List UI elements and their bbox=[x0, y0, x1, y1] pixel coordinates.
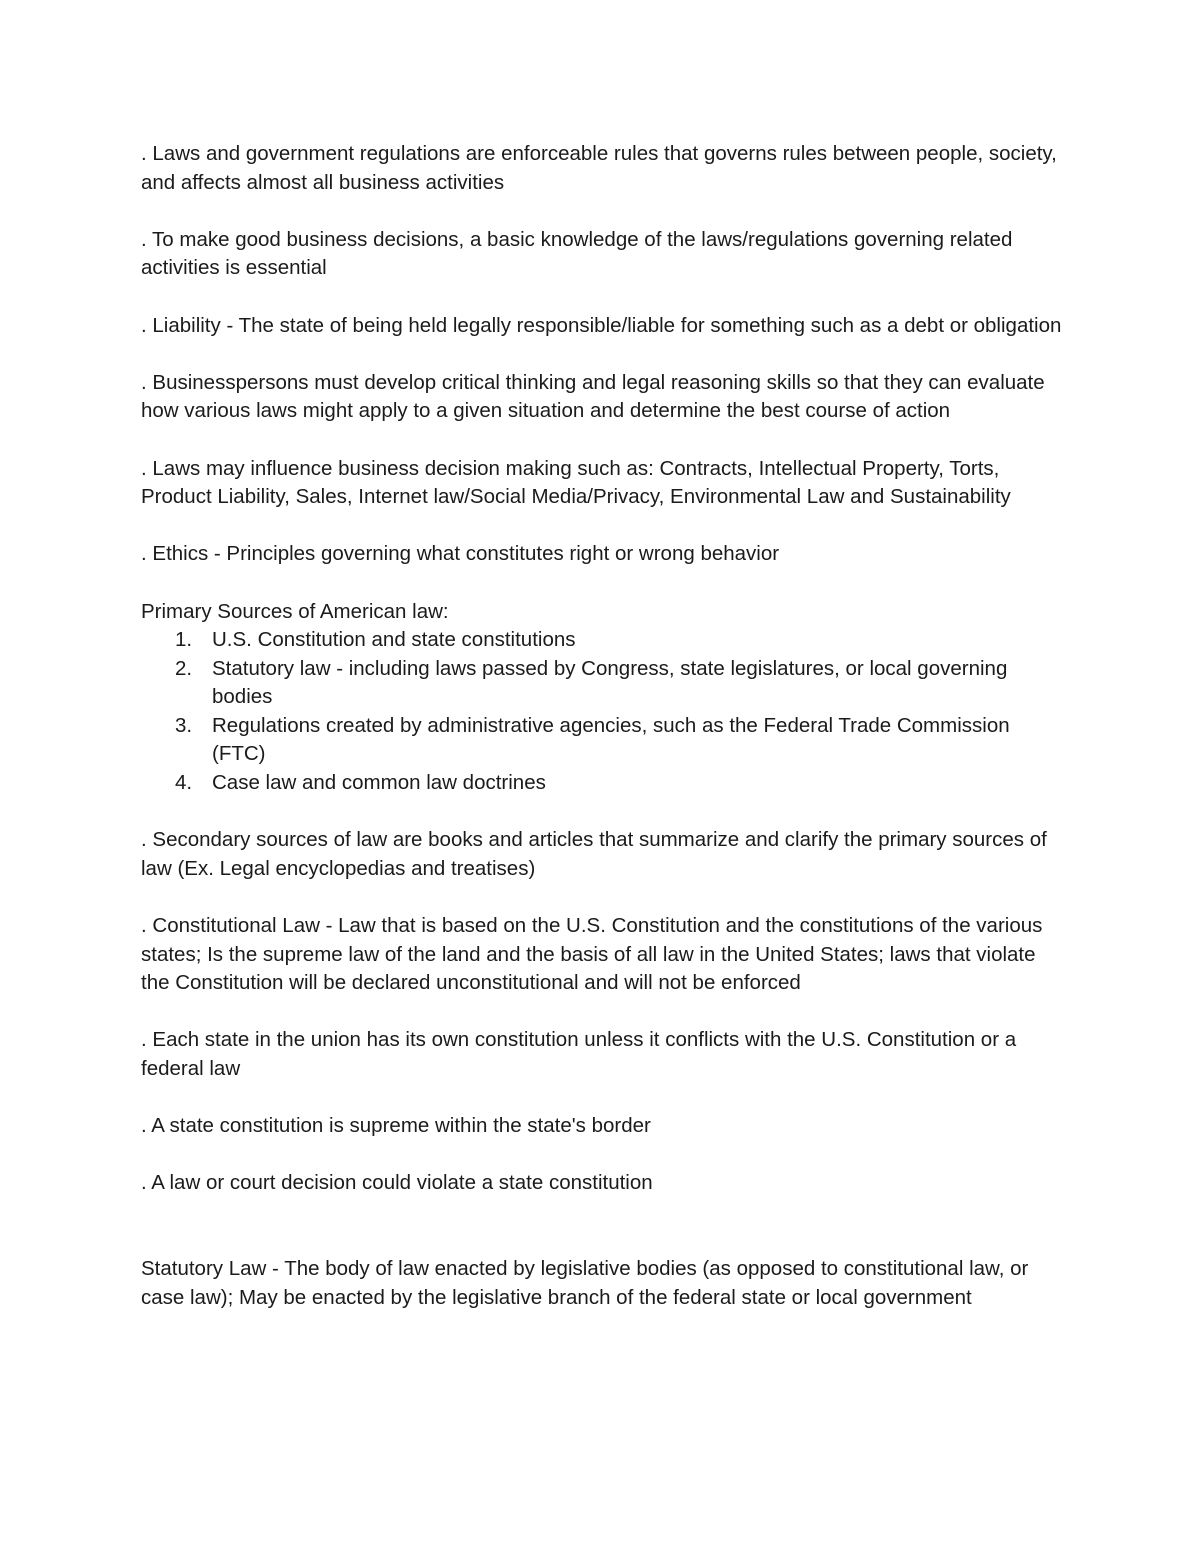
paragraph-critical-thinking: . Businesspersons must develop critical thinking and legal reasoning skills so that they can evaluate how various laws might apply to a given situation and determine the best course of action bbox=[141, 370, 1045, 423]
list-item-text: Case law and common law doctrines bbox=[212, 771, 546, 795]
paragraph-state-constitution: . Each state in the union has its own constitution unless it conflicts with the U.S. Constitution or a federal law bbox=[141, 1028, 1017, 1080]
paragraph-statutory-law: Statutory Law - The body of law enacted by legislative bodies (as opposed to constitutional law, or case law); May be enacted by the legislative branch of the federal state or local government bbox=[141, 1257, 1029, 1309]
paragraph-court-decision: . A law or court decision could violate a state constitution bbox=[141, 1171, 653, 1195]
list-item-text: U.S. Constitution and state constitutions bbox=[212, 628, 576, 652]
list-item-number: 3. bbox=[175, 713, 193, 737]
primary-sources-list bbox=[141, 626, 1066, 798]
paragraph-secondary-sources: . Secondary sources of law are books and articles that summarize and clarify the primary sources of law (Ex. Legal encyclopedias and treatises) bbox=[141, 828, 1047, 880]
paragraph-laws-and-regulations: . Laws and government regulations are enforceable rules that governs rules between people, society, and affects almost all business activities bbox=[141, 142, 1057, 194]
paragraph-constitutional-law: . Constitutional Law - Law that is based on the U.S. Constitution and the constitutions of the various states; Is the supreme law of the land and the basis of all law in the United States; laws that violate the Constitution will be declared unconstitutional and will not be enforced bbox=[141, 914, 1043, 995]
paragraph-business-decisions: . To make good business decisions, a basic knowledge of the laws/regulations governing related activities is essential bbox=[141, 227, 1013, 280]
paragraph-state-supreme: . A state constitution is supreme within the state's border bbox=[141, 1114, 651, 1138]
paragraph-liability: . Liability - The state of being held legally responsible/liable for something such as a debt or obligation bbox=[141, 313, 1062, 337]
list-item-number: 2. bbox=[175, 656, 193, 680]
list-item bbox=[141, 712, 1066, 769]
list-item-text: Statutory law - including laws passed by Congress, state legislatures, or local governing bodies bbox=[212, 656, 1008, 709]
blank-line bbox=[141, 1227, 1066, 1256]
list-item-number: 4. bbox=[175, 771, 193, 795]
list-item-text: Regulations created by administrative agencies, such as the Federal Trade Commission (FTC) bbox=[212, 713, 1010, 766]
paragraph-laws-influence: . Laws may influence business decision making such as: Contracts, Intellectual Property, Torts, Product Liability, Sales, Internet law/Social Media/Privacy, Environmental Law and Sustainability bbox=[141, 456, 1011, 509]
list-item bbox=[141, 626, 1066, 655]
list-item bbox=[141, 769, 1066, 798]
list-item bbox=[141, 655, 1066, 712]
list-item-number: 1. bbox=[175, 628, 193, 652]
paragraph-ethics: . Ethics - Principles governing what constitutes right or wrong behavior bbox=[141, 542, 780, 566]
primary-sources-heading: Primary Sources of American law: bbox=[141, 599, 449, 623]
document-page bbox=[141, 140, 1066, 1341]
